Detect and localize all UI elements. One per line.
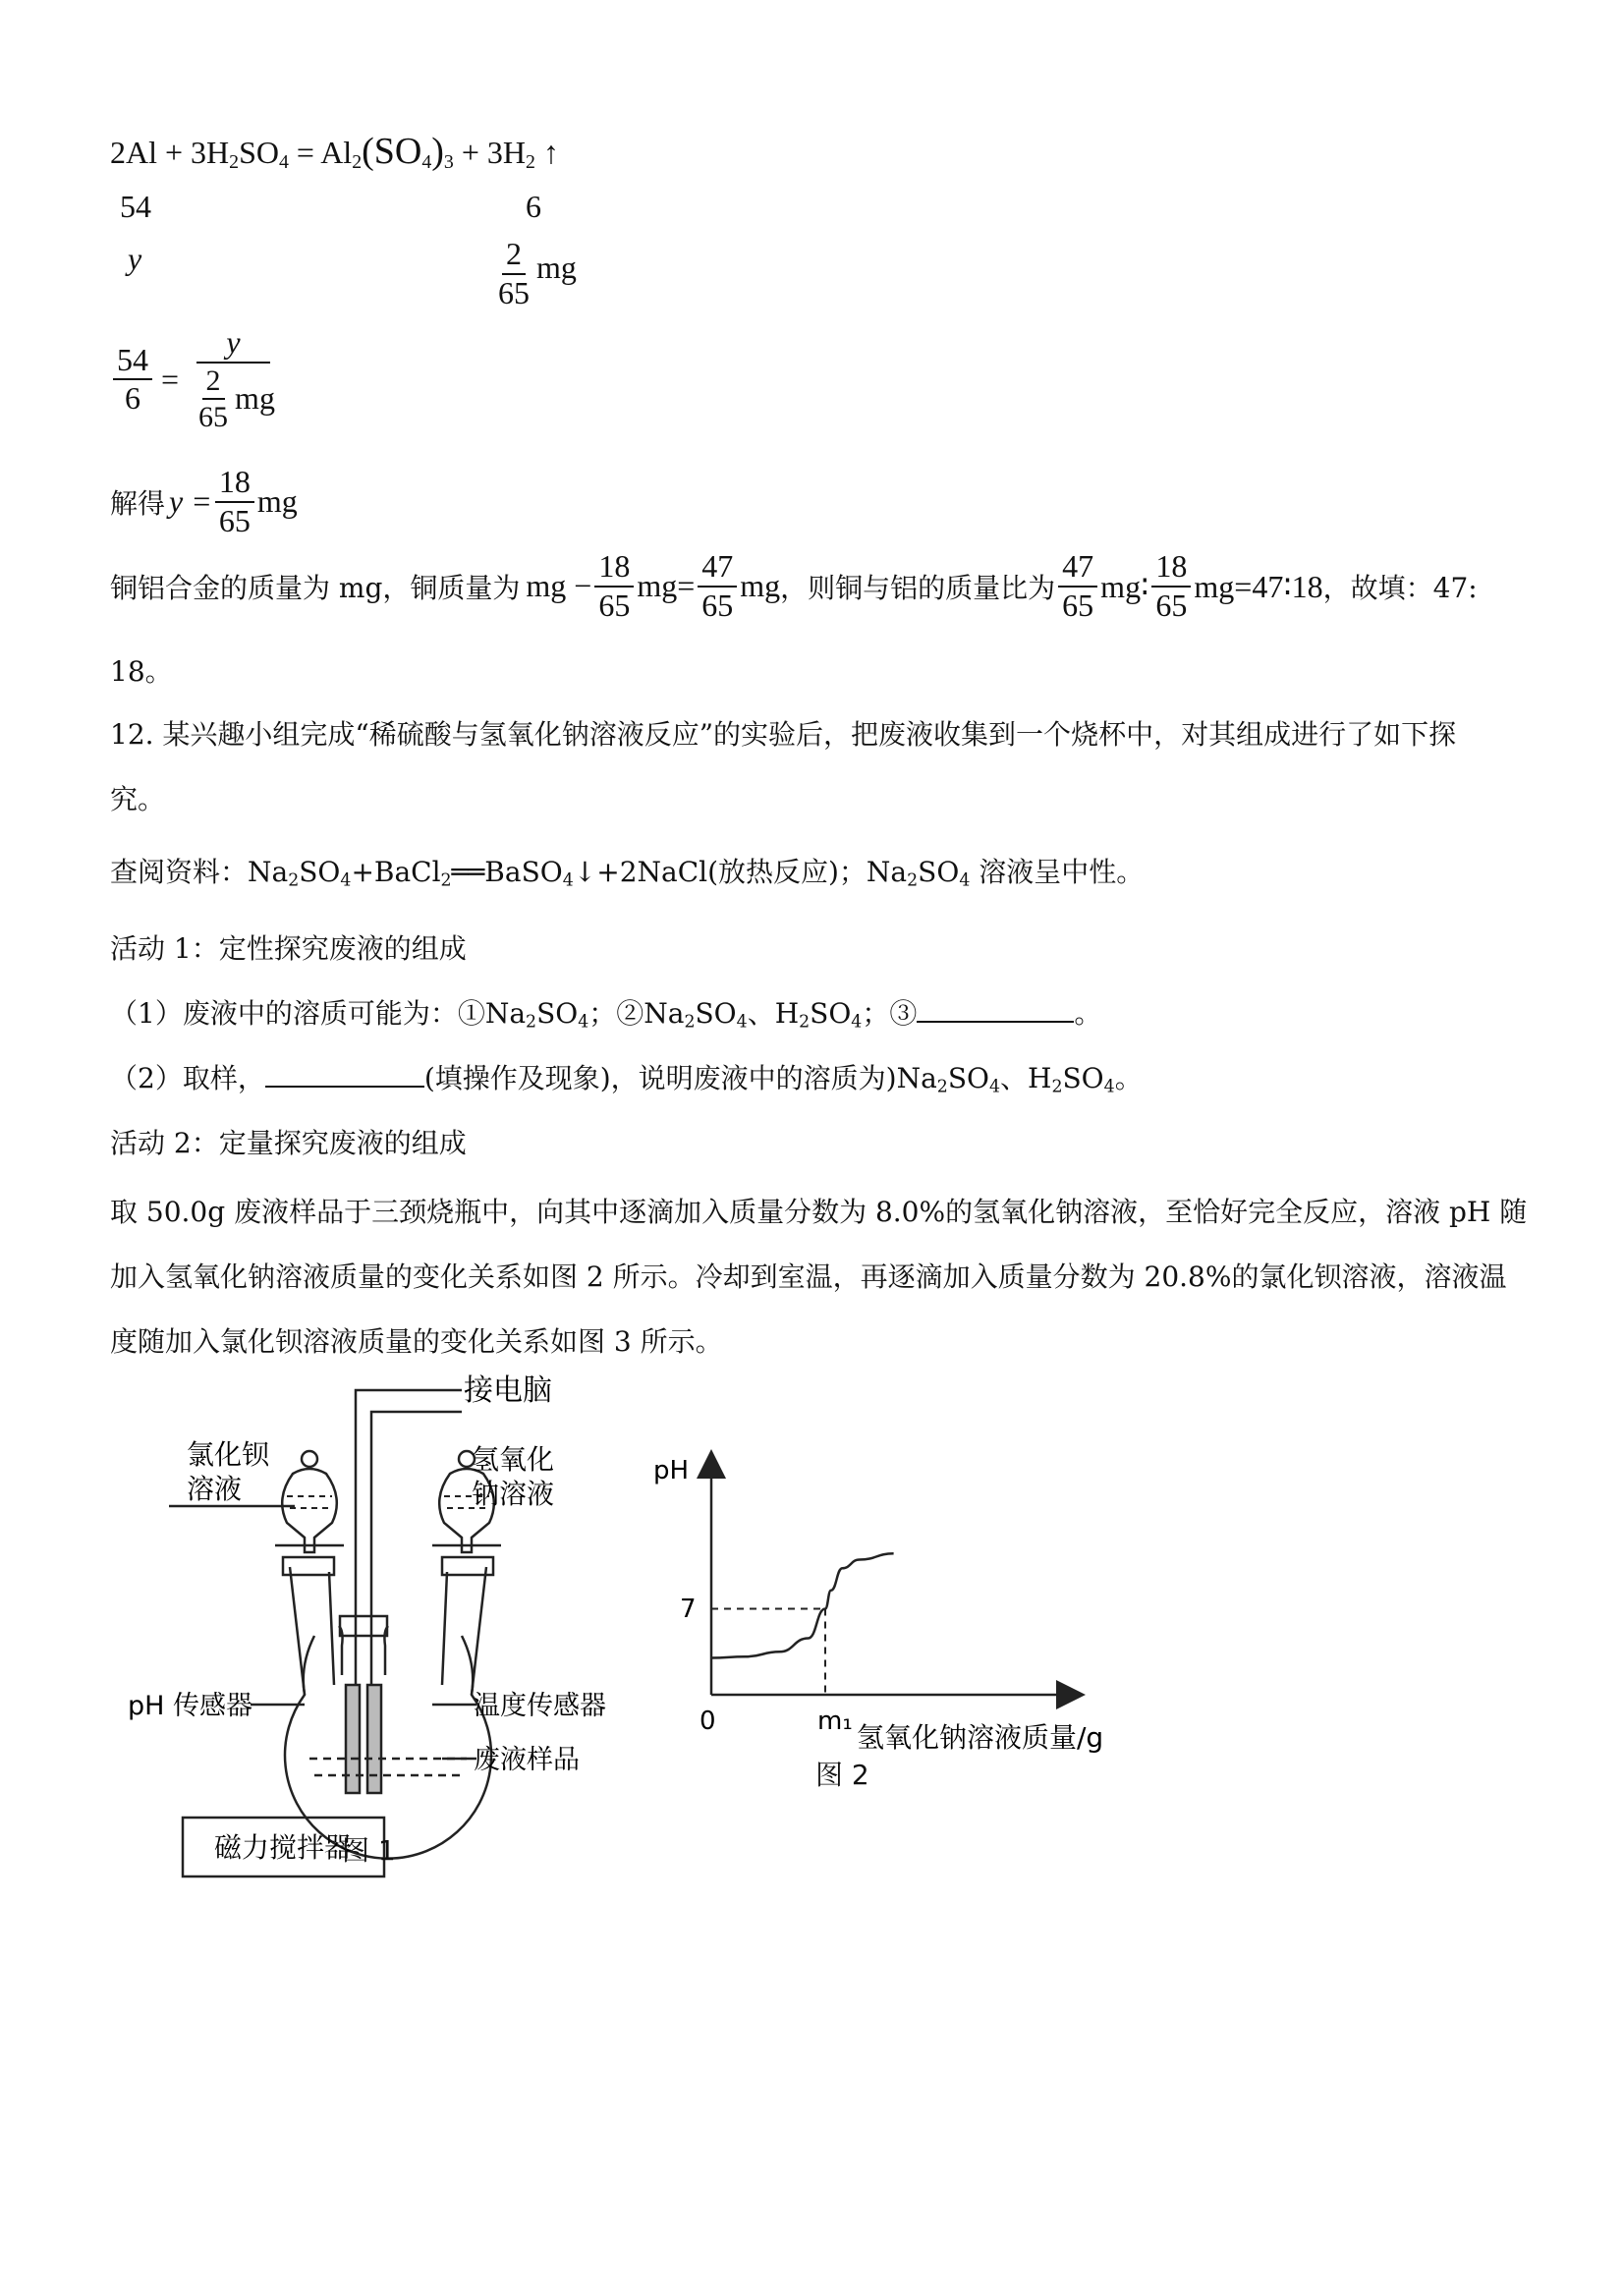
x-tick-m1: m₁ — [817, 1707, 853, 1736]
label-bacl2-2: 溶液 — [187, 1473, 243, 1505]
figure1-apparatus — [118, 1371, 648, 1881]
figure2-ph-chart — [639, 1434, 1140, 1788]
y-tick-7: 7 — [680, 1595, 697, 1624]
question-intro-line2: 究。 — [110, 783, 166, 815]
result-y: 解得 y = $\frac{18}{65}$ mg — [110, 464, 298, 538]
conclusion-line-2: 18。 — [110, 655, 173, 688]
left-dropping-funnel — [282, 1469, 337, 1552]
sub-question-2: （2）取样， (填操作及现象)，说明废液中的溶质为)$Na_2SO_4$、$H_2SO_4$。 — [110, 1062, 1143, 1097]
x-axis-label: 氢氧化钠溶液质量/g — [857, 1721, 1104, 1754]
al-molar-mass: 54 — [120, 189, 151, 224]
h2-mass-fraction: $\frac{2}{65}$ mg — [498, 236, 577, 310]
answer-blank-2[interactable] — [265, 1086, 424, 1088]
h2-molar-mass: 6 — [526, 189, 541, 224]
left-funnel-stopper — [302, 1451, 317, 1467]
label-waste-sample: 废液样品 — [474, 1745, 580, 1775]
answer-blank-1[interactable] — [917, 1021, 1074, 1023]
figure1-caption: 图 1 — [342, 1834, 396, 1867]
sub-question-1: （1）废液中的溶质可能为：$①Na_2SO_4$；$②Na_2SO_4$、$H_2SO_4$；③ 。 — [110, 997, 1102, 1033]
paragraph-line2: 加入氢氧化钠溶液质量的变化关系如图 2 所示。冷却到室温，再逐滴加入质量分数为 20.8%的氯化钡溶液，溶液温 — [110, 1260, 1507, 1293]
reference-info: 查阅资料：$Na_2SO_4+BaCl_2══BaSO_4↓+2NaCl$(放热反应)；$Na_2SO_4$ 溶液呈中性。 — [110, 856, 1145, 891]
activity-2-heading: 活动 2：定量探究废液的组成 — [110, 1127, 467, 1159]
temp-sensor-probe — [367, 1685, 381, 1793]
label-naoh-1: 氢氧化 — [472, 1443, 555, 1476]
question-intro-line1: 12. 某兴趣小组完成“稀硫酸与氢氧化钠溶液反应”的实验后，把废液收集到一个烧杯中，对其组成进行了如下探 — [110, 718, 1457, 751]
origin-label: 0 — [700, 1707, 716, 1736]
label-stirrer: 磁力搅拌器 — [213, 1831, 353, 1864]
conclusion-line: 铜铝合金的质量为 mg，铜质量为 mg − $\frac{18}{65}$ mg= $\frac{47}{65}$ mg ，则铜与铝的质量比为 $\frac{47}{65}$ mg∶ $\frac{18}{65}$ mg=47∶18 ，故填：47: — [110, 548, 1478, 623]
proportion-equation: $\frac{54}{6}$ = y $\frac{2}{65}$ mg — [110, 326, 282, 433]
label-computer: 接电脑 — [464, 1373, 552, 1408]
ph-curve-series — [711, 1553, 894, 1657]
label-naoh-2: 钠溶液 — [472, 1478, 555, 1510]
chemical-equation: $2Al + 3H_2SO_4 = Al_2(SO_4)_3 + 3H_2$ ↑ — [110, 131, 559, 173]
figure2-caption: 图 2 — [815, 1759, 869, 1791]
ph-sensor-probe — [346, 1685, 360, 1793]
flask-body — [285, 1636, 491, 1859]
label-ph-sensor: pH 传感器 — [128, 1691, 253, 1721]
y-axis-label: pH — [653, 1456, 690, 1485]
center-stopper — [340, 1616, 387, 1636]
activity-1-heading: 活动 1：定性探究废液的组成 — [110, 932, 467, 965]
label-temp-sensor: 温度传感器 — [474, 1691, 606, 1721]
unknown-y: y — [128, 241, 142, 276]
paragraph-line3: 度随加入氯化钡溶液质量的变化关系如图 3 所示。 — [110, 1325, 723, 1358]
label-bacl2-1: 氯化钡 — [187, 1438, 270, 1471]
paragraph-line1: 取 50.0g 废液样品于三颈烧瓶中，向其中逐滴加入质量分数为 8.0%的氢氧化钠溶液，至恰好完全反应，溶液 pH 随 — [110, 1196, 1528, 1228]
